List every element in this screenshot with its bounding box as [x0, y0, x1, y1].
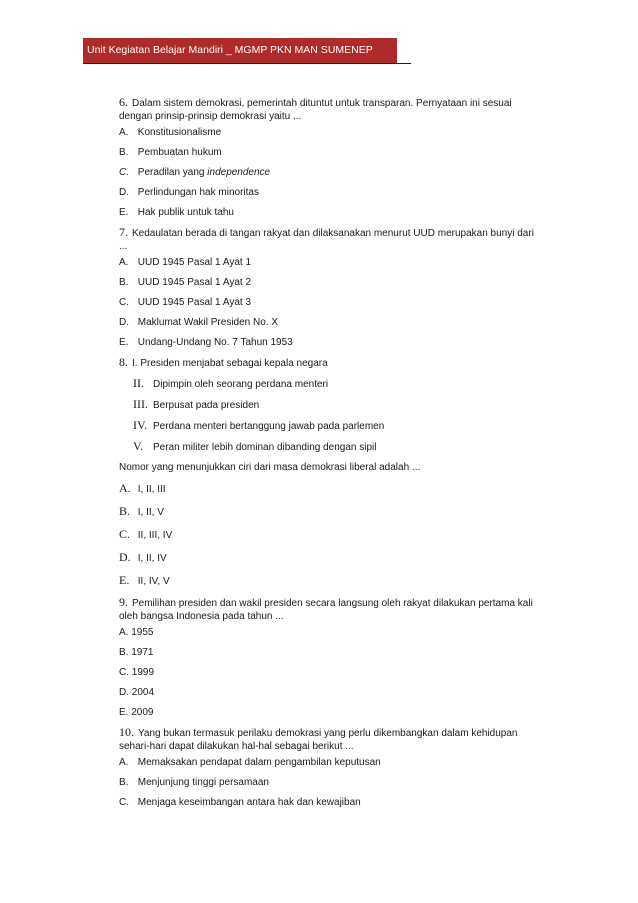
question-number: 10. — [119, 725, 134, 739]
question-7 — [119, 226, 539, 253]
statement — [119, 419, 539, 433]
option — [119, 551, 539, 565]
option-text: Peradilan yang — [137, 167, 208, 178]
option-text: Pembuatan hukum — [137, 147, 222, 158]
option-text: Maklumat Wakil Presiden No. X — [137, 317, 279, 328]
option-text: I, II, V — [137, 507, 164, 518]
question-text: Pemilihan presiden dan wakil presiden secara langsung oleh rakyat dilakukan pertama kali oleh bangsa Indonesia pada tahun ... — [119, 598, 533, 622]
option — [119, 166, 539, 179]
question-number: 9. — [119, 595, 128, 609]
option-letter: A. — [119, 627, 129, 638]
roman-numeral: V. — [133, 439, 144, 453]
option-text: II, IV, V — [137, 576, 170, 587]
option — [119, 256, 539, 269]
question-text: Nomor yang menunjukkan ciri dari masa demokrasi liberal adalah ... — [119, 462, 421, 473]
option-text: Memaksakan pendapat dalam pengambilan keputusan — [137, 757, 381, 768]
statement-text: Dipimpin oleh seorang perdana menteri — [153, 379, 329, 390]
option-text: Menjunjung tinggi persamaan — [137, 777, 269, 788]
question-10 — [119, 726, 539, 753]
option — [119, 336, 539, 349]
question-8 — [119, 356, 539, 370]
question-list — [119, 96, 539, 809]
option-letter: B. — [119, 777, 129, 788]
option-letter: C. — [119, 667, 129, 678]
option-letter: D. — [119, 187, 129, 198]
header-rule — [83, 63, 411, 64]
option — [119, 666, 539, 679]
option — [119, 528, 539, 542]
question-text: Dalam sistem demokrasi, pemerintah dituntut untuk transparan. Pernyataan ini sesuai dengan prinsip-prinsip demokrasi yaitu ... — [119, 98, 512, 122]
option — [119, 574, 539, 588]
option — [119, 206, 539, 219]
option-letter: A. — [119, 257, 129, 268]
option-text: I, II, IV — [137, 553, 167, 564]
option — [119, 796, 539, 809]
option-letter: D. — [119, 687, 129, 698]
question-9 — [119, 596, 539, 623]
statement-i: I. Presiden menjabat sebagai kepala negara — [132, 358, 328, 369]
option-letter: B. — [119, 277, 129, 288]
statement — [119, 440, 539, 454]
option-letter: B. — [119, 504, 131, 518]
question-number: 8. — [119, 355, 128, 369]
option-text: Konstitusionalisme — [137, 127, 222, 138]
option — [119, 296, 539, 309]
option-text: II, III, IV — [137, 530, 173, 541]
option-letter: A. — [119, 757, 129, 768]
question-number: 6. — [119, 95, 128, 109]
option-letter: A. — [119, 481, 131, 495]
statement-text: Perdana menteri bertanggung jawab pada parlemen — [153, 421, 385, 432]
roman-numeral: III. — [133, 397, 148, 411]
option — [119, 776, 539, 789]
header-title: Unit Kegiatan Belajar Mandiri _ MGMP PKN MAN SUMENEP — [87, 44, 373, 56]
option-text: Menjaga keseimbangan antara hak dan kewajiban — [137, 797, 361, 808]
option-letter: E. — [119, 707, 129, 718]
option-text: 1999 — [131, 667, 155, 678]
option-text: UUD 1945 Pasal 1 Ayat 2 — [137, 277, 251, 288]
option-letter: B. — [119, 147, 129, 158]
option-letter: E. — [119, 573, 130, 587]
option-letter: C. — [119, 797, 129, 808]
option-text-italic: independence — [207, 167, 271, 178]
option-letter: D. — [119, 317, 129, 328]
statement — [119, 398, 539, 412]
option — [119, 482, 539, 496]
option — [119, 146, 539, 159]
option — [119, 756, 539, 769]
page-header — [83, 38, 397, 63]
option-text: 2009 — [131, 707, 154, 718]
statement-text: Peran militer lebih dominan dibanding dengan sipil — [153, 442, 377, 453]
option-text: 1955 — [131, 627, 154, 638]
question-text: Yang bukan termasuk perilaku demokrasi yang perlu dikembangkan dalam kehidupan sehari-hari dapat dilakukan hal-hal sebagai berikut ... — [119, 728, 518, 752]
option-letter: D. — [119, 550, 131, 564]
option — [119, 186, 539, 199]
option-letter: E. — [119, 207, 129, 218]
roman-numeral: II. — [133, 376, 144, 390]
option — [119, 505, 539, 519]
statement-text: Berpusat pada presiden — [153, 400, 260, 411]
option-letter: B. — [119, 647, 129, 658]
question-text: Kedaulatan berada di tangan rakyat dan dilaksanakan menurut UUD merupakan bunyi dari ... — [119, 228, 534, 252]
option-letter: E. — [119, 337, 129, 348]
statement — [119, 377, 539, 391]
option — [119, 646, 539, 659]
option — [119, 706, 539, 719]
roman-numeral: IV. — [133, 418, 148, 432]
option-text: 2004 — [131, 687, 155, 698]
question-number: 7. — [119, 225, 128, 239]
option-text: UUD 1945 Pasal 1 Ayat 1 — [137, 257, 251, 268]
option — [119, 686, 539, 699]
option-text: 1971 — [131, 647, 154, 658]
option-text: Perlindungan hak minoritas — [137, 187, 259, 198]
option-text: UUD 1945 Pasal 1 Ayat 3 — [137, 297, 251, 308]
option — [119, 316, 539, 329]
option — [119, 626, 539, 639]
option-letter: C. — [119, 297, 129, 308]
option-text: Hak publik untuk tahu — [137, 207, 234, 218]
option-letter: C. — [119, 527, 131, 541]
question-6 — [119, 96, 539, 123]
question-8-prompt — [119, 461, 539, 474]
option-letter: C. — [119, 167, 129, 178]
option — [119, 276, 539, 289]
option — [119, 126, 539, 139]
option-letter: A. — [119, 127, 129, 138]
option-text: Undang-Undang No. 7 Tahun 1953 — [137, 337, 293, 348]
option-text: I, II, III — [137, 484, 166, 495]
